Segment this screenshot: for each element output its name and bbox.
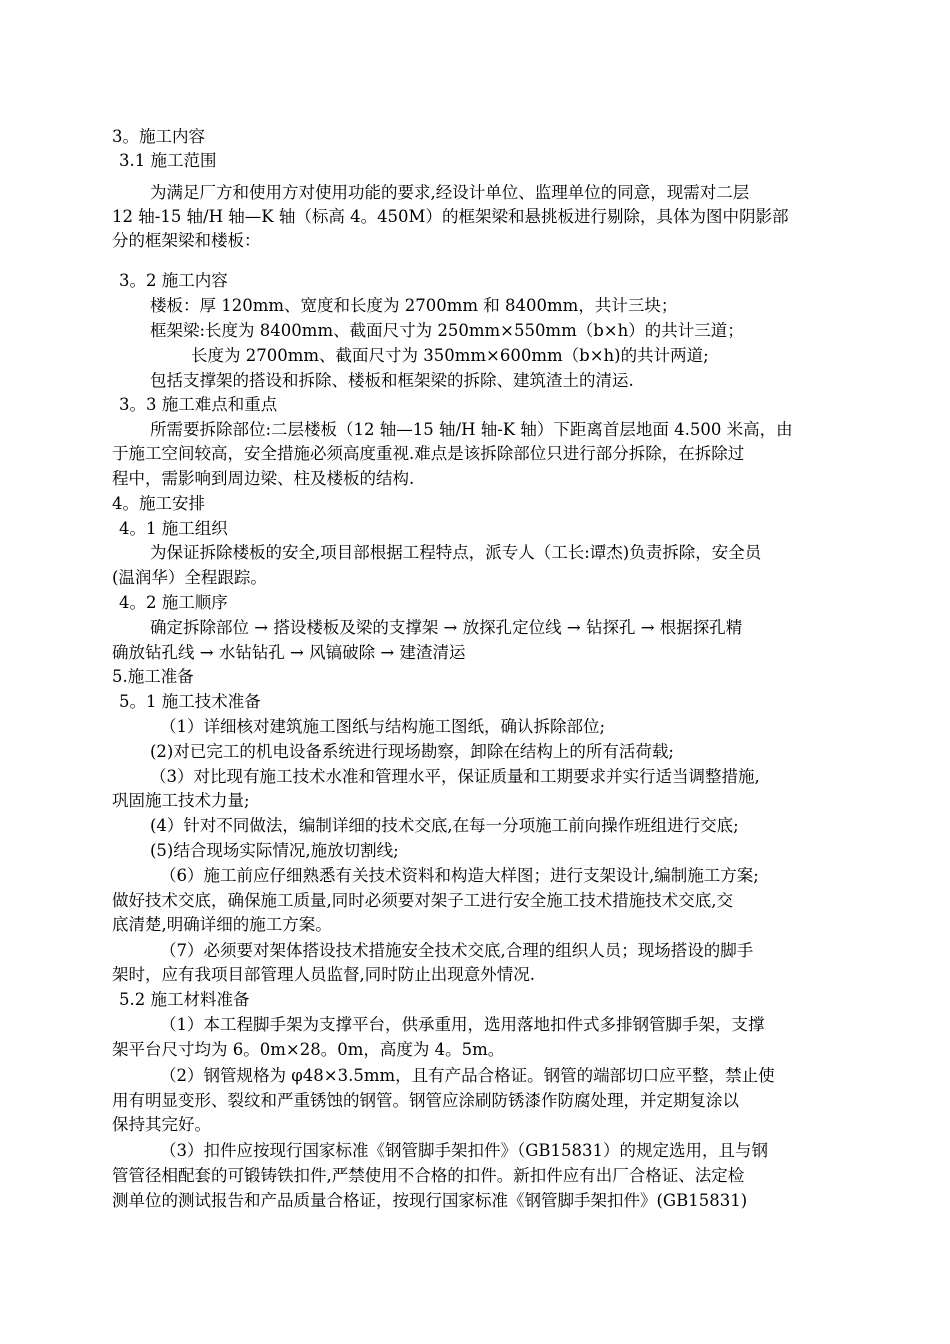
text-line: 保持其完好。 — [112, 1115, 211, 1134]
text-line: （1）详细核对建筑施工图纸与结构施工图纸，确认拆除部位; — [160, 717, 606, 736]
text-line: 确定拆除部位 → 搭设楼板及梁的支撑架 → 放探孔定位线 → 钻探孔 → 根据探孔精 — [150, 618, 743, 637]
text-line: 3。2 施工内容 — [119, 271, 228, 290]
text-line: 做好技术交底，确保施工质量,同时必须要对架子工进行安全施工技术措施技术交底,交 — [112, 891, 733, 910]
text-line: （3）对比现有施工技术水准和管理水平，保证质量和工期要求并实行适当调整措施, — [150, 767, 760, 786]
text-line: （1）本工程脚手架为支撑平台，供承重用，选用落地扣件式多排钢管脚手架，支撑 — [160, 1015, 765, 1034]
text-line: 楼板：厚 120mm、宽度和长度为 2700mm 和 8400mm，共计三块； — [150, 296, 678, 315]
text-line: (4）针对不同做法，编制详细的技术交底,在每一分项施工前向操作班组进行交底; — [150, 816, 739, 835]
text-line: 所需要拆除部位:二层楼板（12 轴—15 轴/H 轴-K 轴）下距离首层地面 4.500 米高，由 — [150, 420, 793, 439]
text-line: 框架梁:长度为 8400mm、截面尺寸为 250mm×550mm（b×h）的共计三道； — [150, 321, 744, 340]
text-line: 3。施工内容 — [112, 127, 205, 146]
text-line: 架时，应有我项目部管理人员监督,同时防止出现意外情况. — [112, 965, 535, 984]
text-line: 为保证拆除楼板的安全,项目部根据工程特点，派专人（工长:谭杰)负责拆除，安全员 — [150, 543, 762, 562]
text-line: 5.2 施工材料准备 — [119, 990, 250, 1009]
text-line: (2)对已完工的机电设备系统进行现场勘察，卸除在结构上的所有活荷载; — [150, 742, 674, 761]
text-line: 4。1 施工组织 — [119, 519, 228, 538]
text-line: (温润华）全程跟踪。 — [112, 568, 267, 587]
text-line: 4。施工安排 — [112, 494, 205, 513]
text-line: 于施工空间较高，安全措施必须高度重视.难点是该拆除部位只进行部分拆除，在拆除过 — [112, 444, 745, 463]
text-line: 测单位的测试报告和产品质量合格证，按现行国家标准《钢管脚手架扣件》(GB15831) — [112, 1191, 748, 1210]
text-line: （2）钢管规格为 φ48×3.5mm，且有产品合格证。钢管的端部切口应平整，禁止使 — [160, 1066, 775, 1085]
text-line: 架平台尺寸均为 6。0m×28。0m，高度为 4。5m。 — [112, 1040, 505, 1059]
text-line: 5.施工准备 — [112, 667, 194, 686]
text-line: 管管径相配套的可锻铸铁扣件,严禁使用不合格的扣件。新扣件应有出厂合格证、法定检 — [112, 1166, 745, 1185]
text-line: 巩固施工技术力量; — [112, 791, 250, 810]
text-line: 5。1 施工技术准备 — [119, 692, 261, 711]
text-line: 长度为 2700mm、截面尺寸为 350mm×600mm（b×h)的共计两道; — [191, 346, 709, 365]
text-line: 用有明显变形、裂纹和严重锈蚀的钢管。钢管应涂刷防锈漆作防腐处理，并定期复涂以 — [112, 1091, 739, 1110]
text-line: 包括支撑架的搭设和拆除、楼板和框架梁的拆除、建筑渣土的清运. — [150, 371, 634, 390]
text-line: (5)结合现场实际情况,施放切割线; — [150, 841, 399, 860]
text-line: 分的框架梁和楼板： — [112, 231, 261, 250]
text-line: 为满足厂方和使用方对使用功能的要求,经设计单位、监理单位的同意，现需对二层 — [150, 183, 750, 202]
text-line: 确放钻孔线 → 水钻钻孔 → 风镐破除 → 建渣清运 — [112, 643, 466, 662]
text-line: （6）施工前应仔细熟悉有关技术资料和构造大样图；进行支架设计,编制施工方案; — [160, 866, 759, 885]
text-line: 程中，需影响到周边梁、柱及楼板的结构. — [112, 469, 415, 488]
text-line: 4。2 施工顺序 — [119, 593, 228, 612]
text-line: （3）扣件应按现行国家标准《钢管脚手架扣件》（GB15831）的规定选用，且与钢 — [160, 1141, 769, 1160]
text-line: 3。3 施工难点和重点 — [119, 395, 278, 414]
text-line: 3.1 施工范围 — [119, 151, 217, 170]
text-line: 底清楚,明确详细的施工方案。 — [112, 915, 332, 934]
text-line: （7）必须要对架体搭设技术措施安全技术交底,合理的组织人员；现场搭设的脚手 — [160, 941, 754, 960]
text-line: 12 轴-15 轴/H 轴—K 轴（标高 4。450M）的框架梁和悬挑板进行剔除，具体为图中阴影部 — [112, 207, 789, 226]
